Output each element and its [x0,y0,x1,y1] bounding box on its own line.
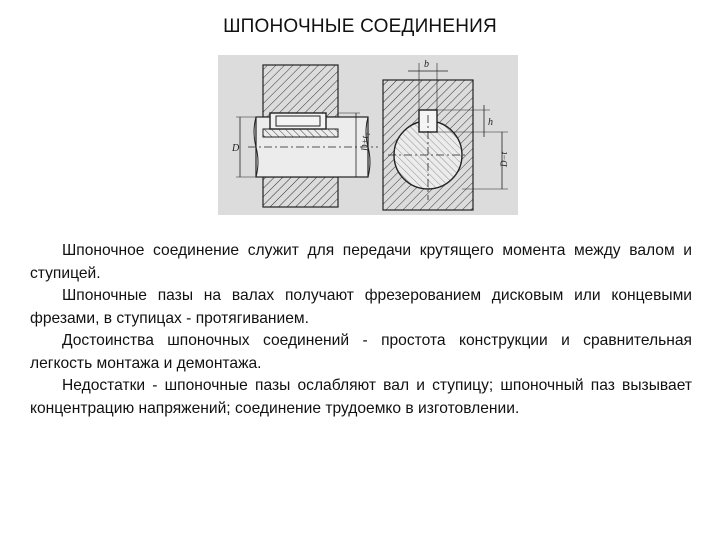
body-text [30,240,692,420]
shaft-keyway [263,129,338,137]
dim-D-label: D [232,143,240,154]
cross-section [383,59,509,210]
paragraph-disadvantages: Недостатки - шпоночные пазы ослабляют вал и ступицу; шпоночный паз вызывает концентрацию напряжений; соединение трудоемко в изготовлении. [30,377,692,417]
dim-Dt-label: D−t [499,151,509,167]
key-joint-drawing [218,55,518,215]
dim-b-label: b [424,59,429,70]
paragraph-advantages: Достоинства шпоночных соединений - простота конструкции и сравнительная легкость монтажа и демонтажа. [30,332,692,372]
hub-top [263,65,338,117]
hub-bottom [263,177,338,207]
key [270,113,326,129]
longitudinal-section [231,65,378,207]
dim-Dt1-label: D+t₁ [360,132,370,151]
dim-h-label: h [488,117,493,128]
slide-title: ШПОНОЧНЫЕ СОЕДИНЕНИЯ [223,16,497,37]
key-joint-svg [218,55,518,215]
paragraph-manufacturing: Шпоночные пазы на валах получают фрезерованием дисковым или концевыми фрезами, в ступицах - протягиванием. [30,287,692,327]
paragraph-purpose: Шпоночное соединение служит для передачи крутящего момента между валом и ступицей. [30,242,692,282]
